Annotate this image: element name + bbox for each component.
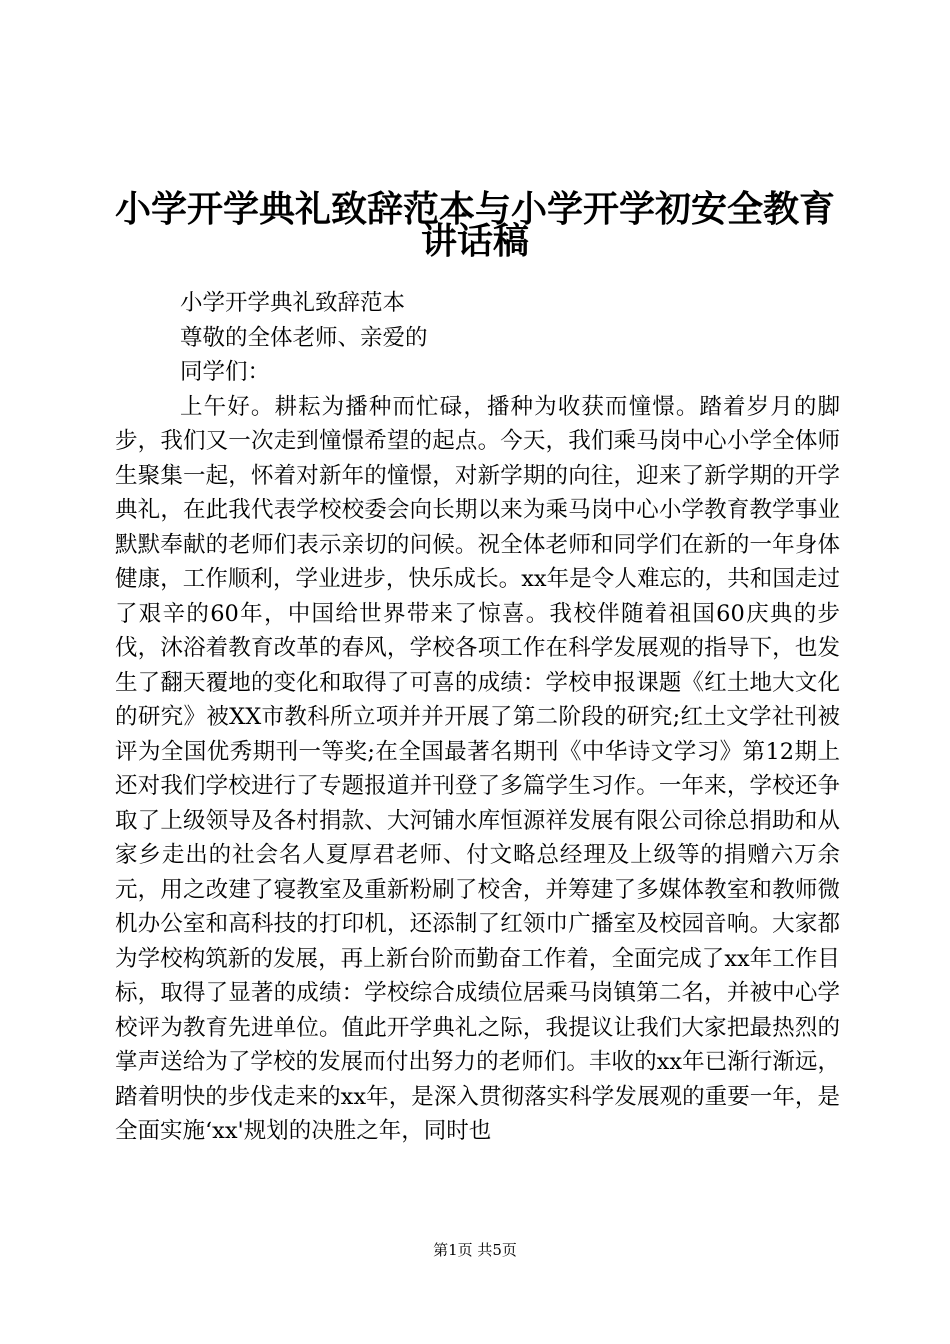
body-paragraph: 上午好。耕耘为播种而忙碌，播种为收获而憧憬。踏着岁月的脚步，我们又一次走到憧憬希望的起点。今天，我们乘马岗中心小学全体师生聚集一起，怀着对新年的憧憬，对新学期的向往，迎来了新学期的开学典礼，在此我代表学校校委会向长期以来为乘马岗中心小学教育教学事业默默奉献的老师们表示亲切的问候。祝全体老师和同学们在新的一年身体健康，工作顺利，学业进步，快乐成长。xx年是令人难忘的，共和国走过了艰辛的60年，中国给世界带来了惊喜。我校伴随着祖国60庆典的步伐，沐浴着教育改革的春风，学校各项工作在科学发展观的指导下，也发生了翻天覆地的变化和取得了可喜的成绩：学校申报课题《红土地大文化的研究》被XX市教科所立项并并开展了第二阶段的研究;红土文学社刊被评为全国优秀期刊一等奖;在全国最著名期刊《中华诗文学习》第12期上还对我们学校进行了专题报道并刊登了多篇学生习作。一年来，学校还争取了上级领导及各村捐款、大河铺水库恒源祥发展有限公司徐总捐助和从家乡走出的社会名人夏厚君老师、付文略总经理及上级等的捐赠六万余元，用之改建了寝教室及重新粉刷了校舍，并筹建了多媒体教室和教师微机办公室和高科技的打印机，还添制了红领巾广播室及校园音响。大家都为学校构筑新的发展，再上新台阶而勤奋工作着，全面完成了xx年工作目标，取得了显著的成绩：学校综合成绩位居乘马岗镇第二名，并被中心学校评为教育先进单位。值此开学典礼之际，我提议让我们大家把最热烈的掌声送给为了学校的发展而付出努力的老师们。丰收的xx年已渐行渐远，踏着明快的步伐走来的xx年，是深入贯彻落实科学发展观的重要一年，是全面实施‘xx'规划的决胜之年，同时也 bbox=[115, 393, 840, 1144]
document-title-line-2: 讲话稿 bbox=[420, 221, 529, 262]
page-footer: 第1页 共5页 bbox=[433, 1241, 517, 1259]
section-heading: 小学开学典礼致辞范本 bbox=[180, 290, 406, 316]
document-title-line-1: 小学开学典礼致辞范本与小学开学初安全教育 bbox=[114, 189, 835, 230]
document-body bbox=[115, 286, 840, 1149]
salutation-line-1: 尊敬的全体老师、亲爱的 bbox=[180, 324, 428, 351]
salutation-line-2: 同学们： bbox=[180, 359, 271, 385]
